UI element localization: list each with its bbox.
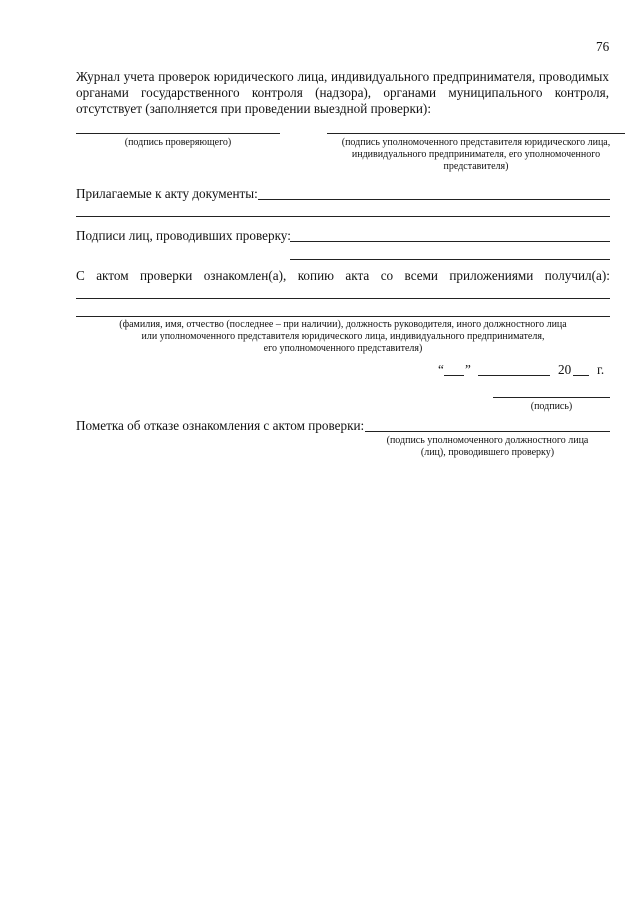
signature-line[interactable] — [493, 397, 610, 398]
acquainted-word: С — [76, 268, 85, 283]
date-month-line[interactable] — [478, 375, 550, 376]
caption-fio-1: (фамилия, имя, отчество (последнее – при наличии), должность руководителя, иного должностного лица — [119, 319, 567, 330]
date-day-line[interactable] — [444, 375, 464, 376]
acquainted-word: актом — [96, 268, 129, 283]
page-number: 76 — [596, 39, 610, 54]
refusal-label: Пометка об отказе ознакомления с актом проверки: — [76, 418, 365, 433]
caption-representative-2: индивидуального предпринимателя, его уполномоченного — [351, 149, 601, 160]
signatures-label: Подписи лиц, проводивших проверку: — [76, 228, 291, 243]
acquainted-word: всеми — [404, 268, 438, 283]
caption-representative-1: (подпись уполномоченного представителя юридического лица, — [341, 137, 611, 148]
acquainted-word: приложениями — [449, 268, 534, 283]
refusal-line[interactable] — [365, 431, 610, 432]
caption-signature: (подпись) — [530, 401, 573, 412]
acquainted-word: проверки — [139, 268, 193, 283]
date-close-quote: ” — [465, 362, 471, 377]
caption-representative-3: представителя) — [443, 161, 509, 172]
attached-docs-label: Прилагаемые к акту документы: — [76, 186, 258, 201]
caption-official-2: (лиц), проводившего проверку) — [420, 447, 555, 458]
journal-line-3: отсутствует (заполняется при проведении выездной проверки): — [76, 101, 431, 116]
caption-official-1: (подпись уполномоченного должностного лица — [386, 435, 589, 446]
acquainted-word: получил(а): — [544, 268, 610, 283]
acquainted-word: акта — [345, 268, 370, 283]
journal-line-1: Журнал учета проверок юридического лица, индивидуального предпринимателя, проводимых — [76, 69, 609, 84]
date-year-line[interactable] — [573, 375, 589, 376]
caption-fio-3: его уполномоченного представителя) — [263, 343, 423, 354]
date-year-prefix: 20 — [558, 362, 572, 377]
inspector-signature-line[interactable] — [76, 133, 280, 134]
caption-fio-2: или уполномоченного представителя юридического лица, индивидуального предпринимателя, — [141, 331, 545, 342]
signatures-line-2[interactable] — [290, 259, 610, 260]
signatures-line-1[interactable] — [290, 241, 610, 242]
acquainted-word: копию — [297, 268, 334, 283]
acquainted-line-1[interactable] — [76, 298, 610, 299]
attached-docs-line-1[interactable] — [258, 199, 610, 200]
acquainted-word: ознакомлен(а), — [203, 268, 287, 283]
acquainted-word: со — [380, 268, 394, 283]
acquainted-line-2[interactable] — [76, 316, 610, 317]
date-open-quote: “ — [438, 362, 444, 377]
caption-inspector: (подпись проверяющего) — [124, 137, 232, 148]
representative-signature-line[interactable] — [327, 133, 625, 134]
date-year-suffix: г. — [597, 362, 605, 377]
journal-line-2: органами государственного контроля (надзора), органами муниципального контроля, — [76, 85, 609, 100]
attached-docs-line-2[interactable] — [76, 216, 610, 217]
acquainted-statement — [76, 268, 610, 284]
